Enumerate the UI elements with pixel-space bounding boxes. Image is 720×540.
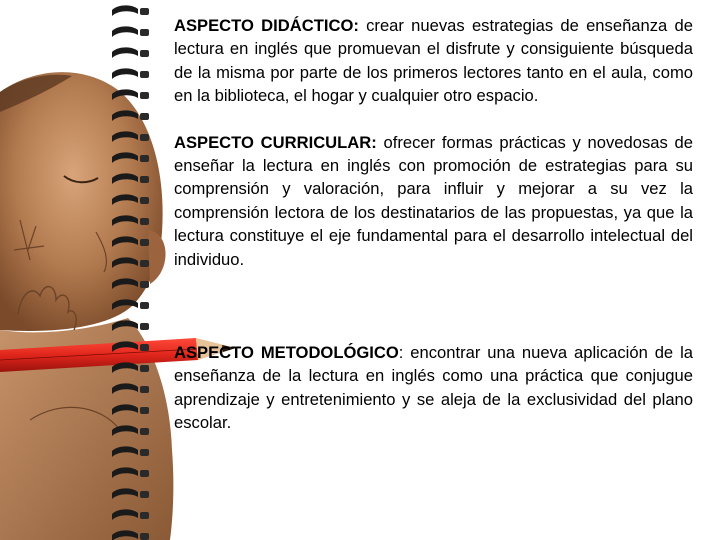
- spiral-ring: [112, 467, 149, 478]
- spiral-ring: [112, 47, 149, 58]
- spiral-ring: [112, 320, 149, 331]
- spiral-ring: [112, 509, 149, 520]
- spiral-ring: [112, 278, 149, 289]
- spiral-ring: [112, 68, 149, 79]
- content-column: [174, 14, 693, 435]
- spiral-binding: [108, 0, 154, 540]
- paragraph-methodological: [174, 341, 693, 435]
- spiral-ring: [112, 5, 149, 16]
- spiral-ring: [112, 383, 149, 394]
- spiral-ring: [112, 26, 149, 37]
- spiral-ring: [112, 341, 149, 352]
- spiral-ring: [112, 299, 149, 310]
- spiral-ring: [112, 89, 149, 100]
- spiral-ring: [112, 194, 149, 205]
- spiral-ring: [112, 236, 149, 247]
- text-didactic: crear nuevas estrategias de enseñanza de lectura en inglés que promuevan el disfrute y consiguiente búsqueda de la misma por parte de los primeros lectores tanto en el aula, como en la biblioteca, el hogar y cualquier otro espacio.: [174, 16, 693, 106]
- spiral-ring: [112, 152, 149, 163]
- heading-curricular: ASPECTO CURRICULAR:: [174, 132, 377, 152]
- spiral-ring: [112, 110, 149, 121]
- spiral-ring: [112, 215, 149, 226]
- spiral-ring: [112, 425, 149, 436]
- spiral-ring: [112, 488, 149, 499]
- spiral-ring: [112, 173, 149, 184]
- spiral-ring: [112, 362, 149, 373]
- spiral-ring: [112, 530, 149, 540]
- text-curricular: ofrecer formas prácticas y novedosas de enseñar la lectura en inglés con promoción de estrategias para su comprensión y valoración, para influir y mejorar a su vez la comprensión lectora de los destinatarios de las propuestas, ya que la lectura constituye el eje fundamental para el desarrollo intelectual del individuo.: [174, 132, 693, 269]
- paragraph-curricular: [174, 131, 693, 271]
- heading-methodological: ASPECTO METODOLÓGICO: [174, 343, 399, 363]
- heading-didactic: ASPECTO DIDÁCTICO:: [174, 16, 359, 35]
- spiral-ring: [112, 257, 149, 268]
- text-methodological: : encontrar una nueva aplicación de la enseñanza de la lectura en inglés como una práctica que conjugue aprendizaje y entretenimiento y se aleja de la exclusividad del plano escolar.: [174, 343, 693, 433]
- spiral-ring: [112, 404, 149, 415]
- spiral-ring: [112, 446, 149, 457]
- spiral-ring: [112, 131, 149, 142]
- paragraph-didactic: [174, 14, 693, 108]
